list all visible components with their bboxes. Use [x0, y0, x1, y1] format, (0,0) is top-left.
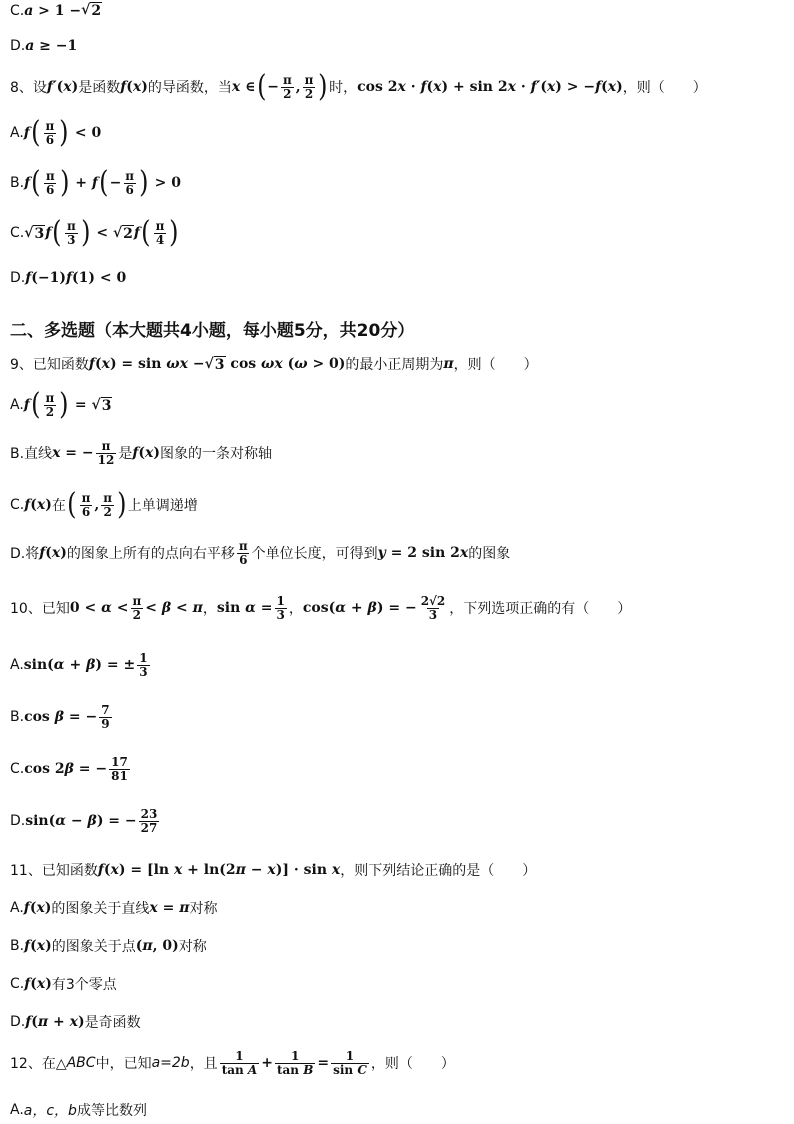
q10-option-d: D. sin(α − β) = − $\frac{23}{27}$: [10, 807, 158, 835]
option-label: D.: [10, 38, 26, 54]
q8-option-c: C. √ 3 f ( $\frac{\pi}{3}$ ) < √ 2 f ( $\frac{\pi}{4}$ ): [10, 215, 179, 250]
q9-option-d: D.将 f(x) 的图象上所有的点向右平移 $\frac{\pi}{6}$ 个单位长度，可得到 y = 2 sin 2x 的图象: [10, 539, 511, 567]
q8-option-a: A. f ( $\frac{\pi}{6}$ ) < 0: [10, 115, 102, 150]
q10-option-a: A. sin(α + β) = ± $\frac{1}{3}$: [10, 651, 148, 679]
q12-stem: 12、 在△ ABC 中，已知 a=2b ，且 $\frac{1}{\text{tan A}}$ + $\frac{1}{\text{tan B}}$ = $\frac{1}{\text{sin C}}$ ，则（ ）: [10, 1049, 455, 1077]
q10-stem: 10、 已知 0 < α < $\frac{\pi}{2}$ < β < π ， sin α = $\frac{1}{3}$ ， cos(α + β) = − $\frac{2√2}{3}$ ，下列选项正确的有（ ）: [10, 594, 632, 622]
option-label: C.: [10, 2, 25, 19]
q8-option-d: D. f(−1)f(1) < 0: [10, 270, 127, 286]
q10-option-b: B. cos β = − $\frac{7}{9}$: [10, 703, 110, 731]
q8-stem: 8、 设 f′(x) 是函数 f(x) 的导函数，当 x ∈ ( − $\frac{\pi}{2}$ , $\frac{\pi}{2}$ ) 时， cos 2x · f(x) + sin 2x · f′(x) > −f(x) ，则（ ）: [10, 69, 707, 104]
q10-option-c: C. cos 2β = − $\frac{17}{81}$: [10, 755, 128, 783]
q11-option-c: C. f(x) 有3个零点: [10, 976, 117, 993]
q7-option-c: C. a > 1 − √ 2: [10, 2, 102, 19]
q11-option-a: A. f(x) 的图象关于直线 x = π 对称: [10, 900, 218, 917]
q9-stem: 9、 已知函数 f(x) = sin ωx − √ 3 cos ωx (ω > 0) 的最小正周期为 π ，则（ ）: [10, 355, 538, 373]
q7-option-d: D. a ≥ −1: [10, 38, 78, 54]
q8-option-b: B. f ( $\frac{\pi}{6}$ ) + f ( − $\frac{\pi}{6}$ ) > 0: [10, 165, 182, 200]
q9-option-a: A. f ( $\frac{\pi}{2}$ ) = √ 3: [10, 387, 112, 422]
section-heading: 二、多选题（本大题共4小题，每小题5分，共20分）: [10, 321, 415, 341]
q9-option-c: C. f(x) 在 ( $\frac{\pi}{6}$ , $\frac{\pi}{2}$ ) 上单调递增: [10, 487, 198, 522]
q12-option-a: A. a，c，b 成等比数列: [10, 1102, 147, 1119]
q11-stem: 11、 已知函数 f(x) = [ln x + ln(2π − x)] · sin x ，则下列结论正确的是（ ）: [10, 862, 537, 879]
q9-option-b: B.直线 x = − $\frac{\pi}{12}$ 是 f(x) 图象的一条对称轴: [10, 439, 272, 467]
q11-option-b: B. f(x) 的图象关于点 (π, 0) 对称: [10, 938, 207, 955]
q11-option-d: D. f(π + x) 是奇函数: [10, 1014, 141, 1031]
